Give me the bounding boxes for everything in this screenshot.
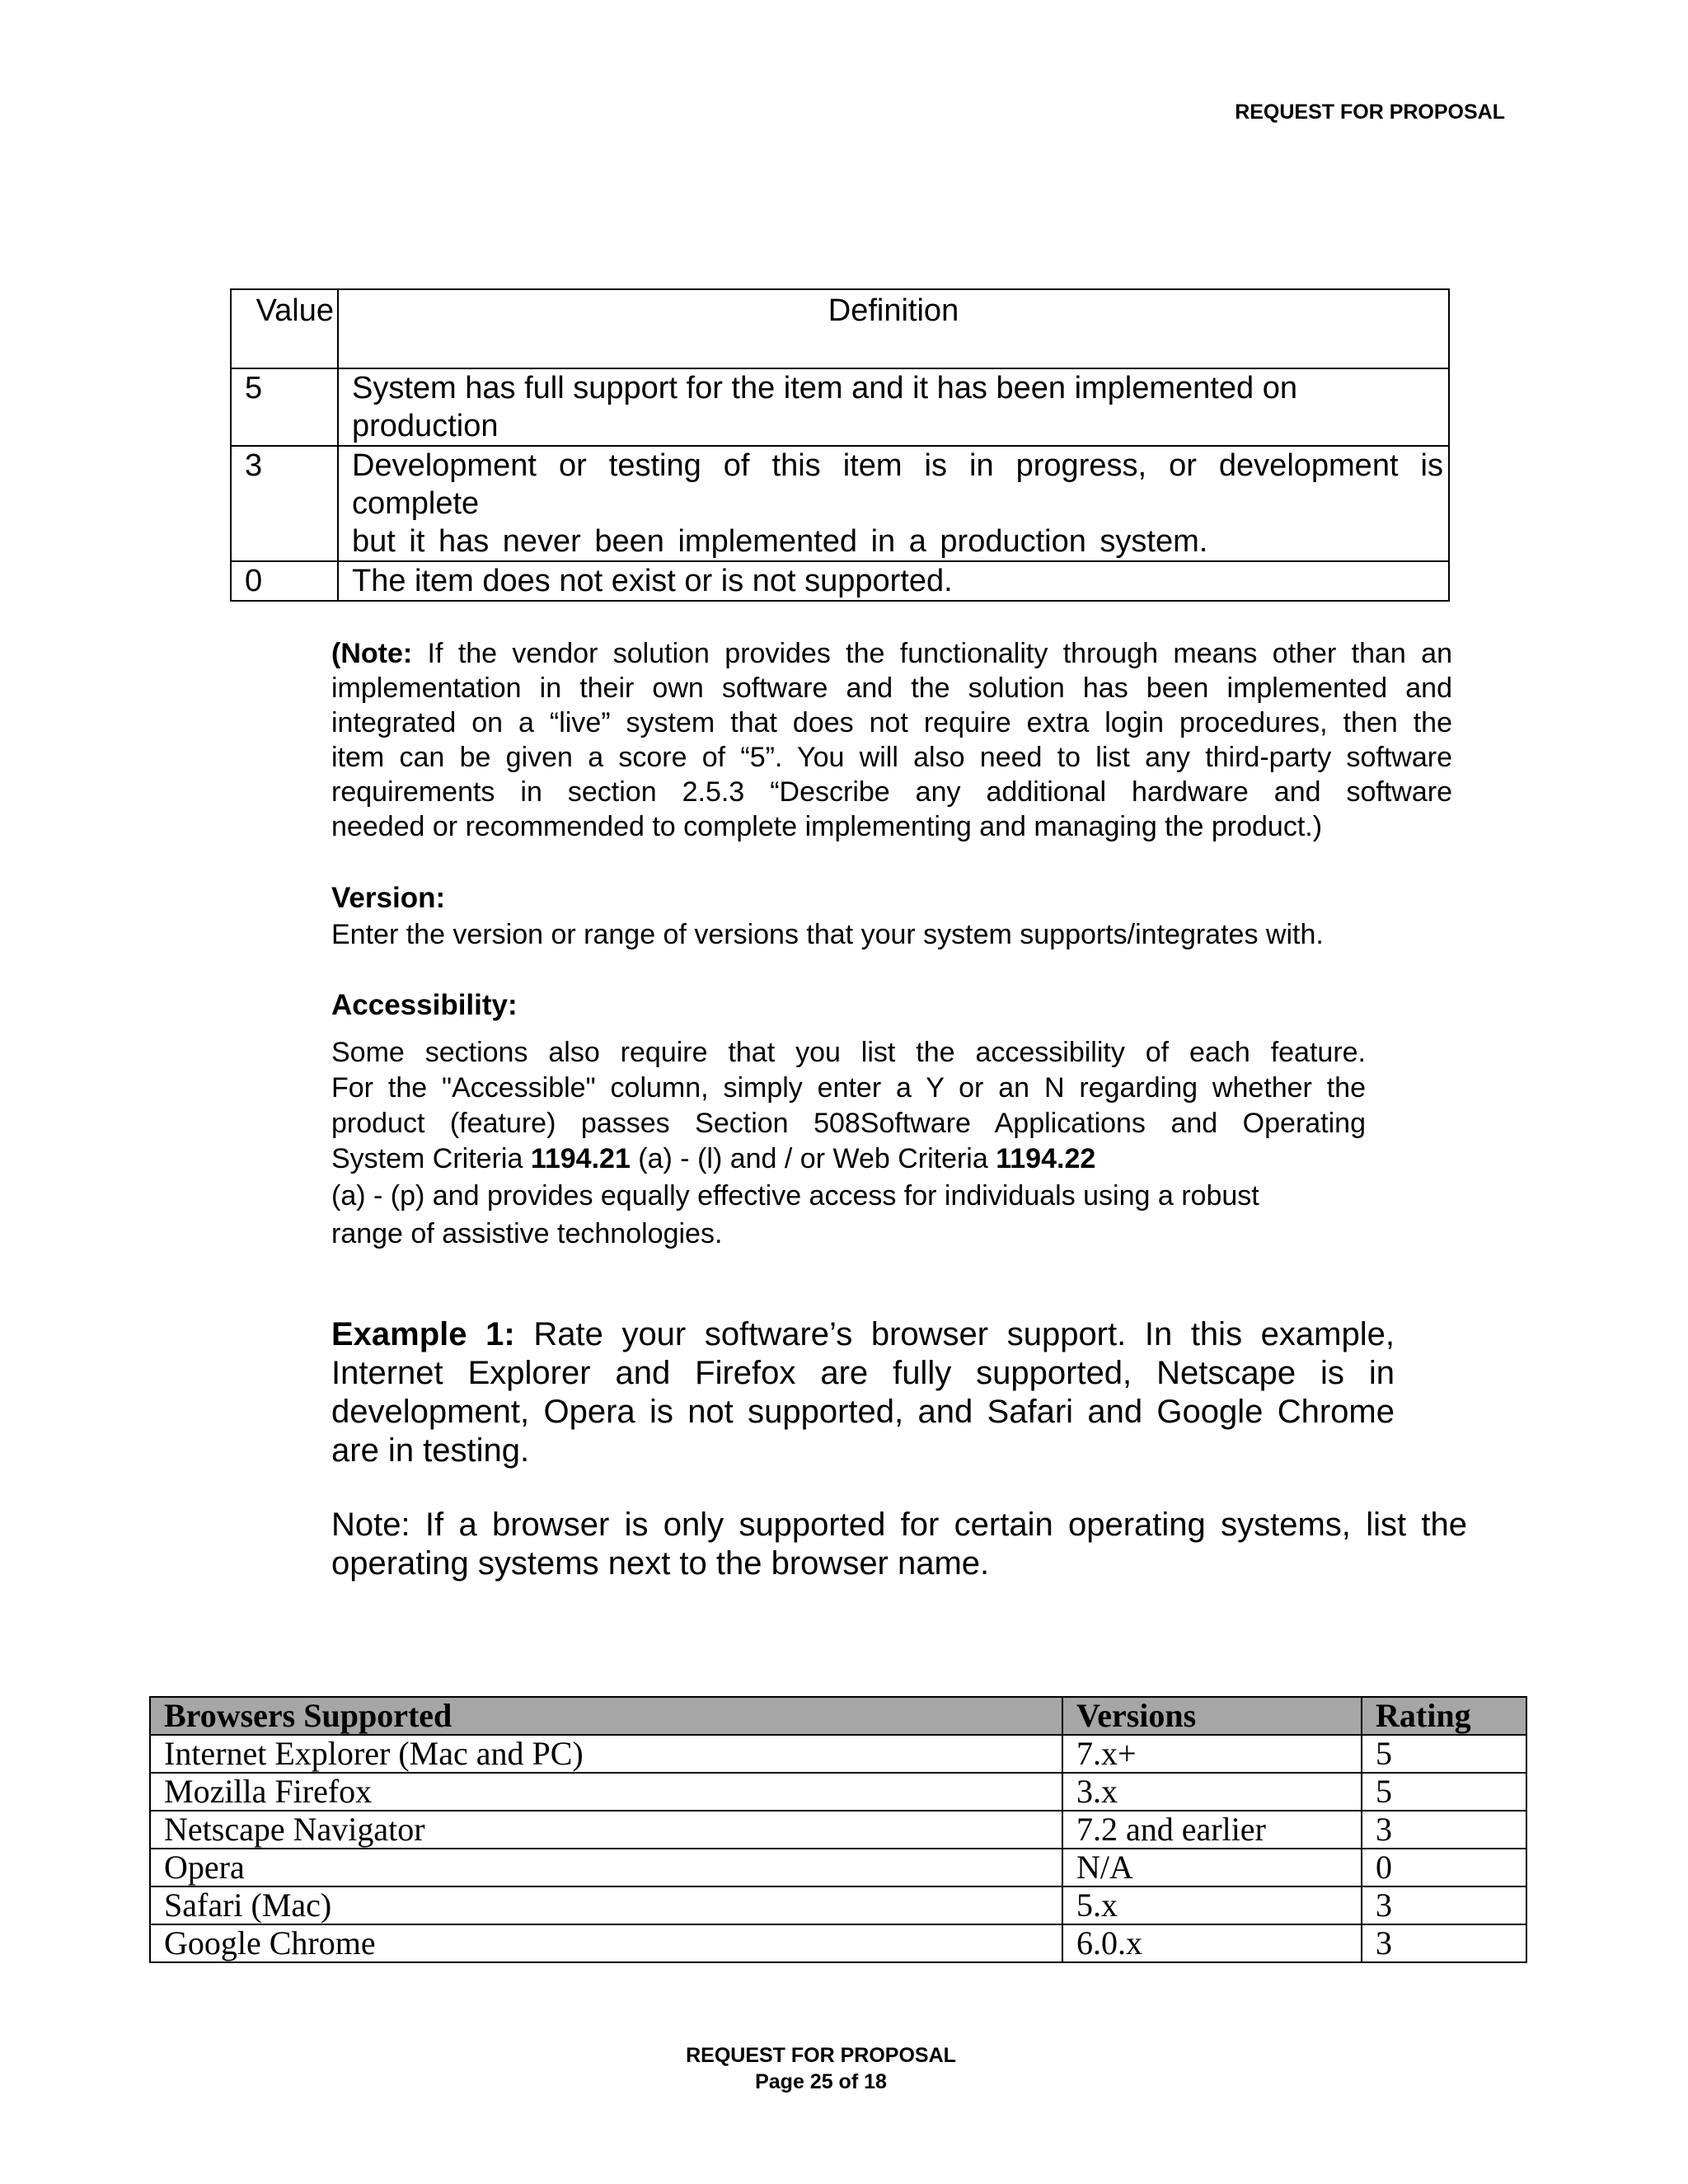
table-row <box>150 1924 1526 1962</box>
browser-cell: Opera <box>150 1849 1062 1886</box>
table-row <box>150 1773 1526 1811</box>
version-cell: 7.2 and earlier <box>1062 1811 1362 1849</box>
rating-definition-table <box>230 288 1450 602</box>
browser-cell: Google Chrome <box>150 1924 1062 1962</box>
column-header-browsers: Browsers Supported <box>150 1697 1062 1735</box>
table-row <box>231 446 1449 561</box>
rating-cell: 5 <box>1362 1735 1526 1773</box>
vendor-note: (Note: If the vendor solution provides the functionality through means other than an implementation in their own software and the solution has been implemented and integrated on a “live” system that does not require extra login procedures, then the item can be given a score of “5”. You will also need to list any third-party software requirements in section 2.5.3 “Describe any additional hardware and software needed or recommended to complete implementing and managing the product.) <box>331 638 1452 842</box>
example-paragraph: Example 1: Rate your software’s browser support. In this example, Internet Explorer and Firefox are fully supported, Netscape is in development, Opera is not supported, and Safari and Google Chrome are in testing. <box>331 1316 1395 1469</box>
page-footer <box>0 2042 1642 2095</box>
table-row <box>150 1811 1526 1849</box>
version-cell: 6.0.x <box>1062 1924 1362 1962</box>
version-cell: 7.x+ <box>1062 1735 1362 1773</box>
footer-title: REQUEST FOR PROPOSAL <box>686 2044 956 2067</box>
table-row <box>231 561 1449 601</box>
rating-cell: 3 <box>1362 1886 1526 1924</box>
version-text: Enter the version or range of versions that your system supports/integrates with. <box>331 919 1324 950</box>
table-row <box>150 1849 1526 1886</box>
table-header-row <box>231 289 1449 368</box>
page-number: Page 25 of 18 <box>755 2070 887 2093</box>
column-header-definition: Definition <box>338 289 1449 368</box>
browser-os-note: Note: If a browser is only supported for certain operating systems, list the operating systems next to the browser name. <box>331 1507 1467 1582</box>
table-row <box>150 1735 1526 1773</box>
browser-cell: Internet Explorer (Mac and PC) <box>150 1735 1062 1773</box>
rating-cell: 3 <box>1362 1924 1526 1962</box>
column-header-value: Value <box>231 289 338 368</box>
value-cell: 0 <box>231 561 338 601</box>
definition-cell: Development or testing of this item is in progress, or development is complete but it has never been implemented in a production system. <box>338 446 1449 561</box>
value-cell: 5 <box>231 368 338 446</box>
version-cell: 3.x <box>1062 1773 1362 1811</box>
browser-cell: Netscape Navigator <box>150 1811 1062 1849</box>
table-header-row <box>150 1697 1526 1735</box>
browser-support-table <box>149 1696 1527 1963</box>
version-cell: N/A <box>1062 1849 1362 1886</box>
example-label: Example 1: <box>331 1316 515 1352</box>
table-row <box>150 1886 1526 1924</box>
definition-cell: System has full support for the item and it has been implemented on production <box>338 368 1449 446</box>
page-header: REQUEST FOR PROPOSAL <box>1235 101 1505 124</box>
definition-cell: The item does not exist or is not supported. <box>338 561 1449 601</box>
version-heading: Version: <box>331 882 446 914</box>
browser-cell: Safari (Mac) <box>150 1886 1062 1924</box>
note-label: (Note: <box>331 638 413 669</box>
rating-cell: 3 <box>1362 1811 1526 1849</box>
column-header-versions: Versions <box>1062 1697 1362 1735</box>
accessibility-heading: Accessibility: <box>331 989 518 1021</box>
table-row <box>231 368 1449 446</box>
rating-cell: 0 <box>1362 1849 1526 1886</box>
value-cell: 3 <box>231 446 338 561</box>
accessibility-text: Some sections also require that you list the accessibility of each feature. For the "Accessible" column, simply enter a Y or an N regarding whether the product (feature) passes Section 508Software Applications and Operating System Criteria 1194.21 (a) - (l) and / or Web Criteria 1194.22 (a) - (p) and provides equally effective access for individuals using a robust range of assistive technologies. <box>331 1037 1366 1249</box>
version-cell: 5.x <box>1062 1886 1362 1924</box>
rating-cell: 5 <box>1362 1773 1526 1811</box>
column-header-rating: Rating <box>1362 1697 1526 1735</box>
browser-cell: Mozilla Firefox <box>150 1773 1062 1811</box>
